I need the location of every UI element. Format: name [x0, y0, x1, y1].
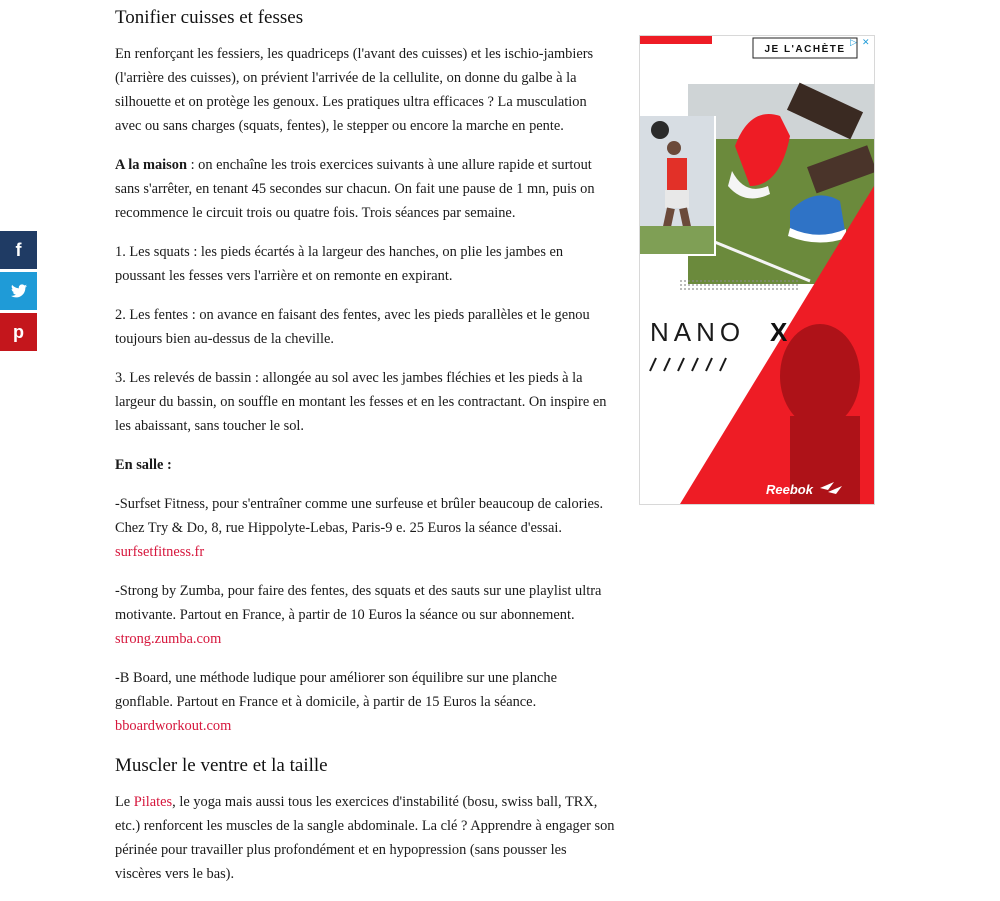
bboard-link[interactable]: bboardworkout.com [115, 718, 232, 734]
gym-bboard-paragraph [115, 666, 615, 738]
article-body [115, 5, 615, 901]
ad-product-x: X [770, 317, 788, 347]
exercise-lunges: 2. Les fentes : on avance en faisant des fentes, avec les pieds parallèles et le genou toujours bien au-dessus de la cheville. [115, 307, 590, 347]
ad-top-red-bar [640, 36, 712, 44]
zumba-link[interactable]: strong.zumba.com [115, 631, 222, 647]
section-heading-abs: Muscler le ventre et la taille [115, 755, 328, 776]
surfset-link[interactable]: surfsetfitness.fr [115, 544, 205, 560]
gym-label: En salle : [115, 457, 172, 473]
gym-zumba-text: -Strong by Zumba, pour faire des fentes, des squats et des sauts sur une playlist ultra motivante. Partout en France, à partir de 10 Euros la séance ou sur abonnement. [115, 583, 602, 623]
exercise-squats: 1. Les squats : les pieds écartés à la largeur des hanches, on plie les jambes en poussant les fesses vers l'arrière et on remonte en expirant. [115, 244, 564, 284]
pinterest-icon: p [13, 321, 24, 342]
ad-slash-marks [650, 358, 726, 371]
abs-text-after: , le yoga mais aussi tous les exercices d'instabilité (bosu, swiss ball, TRX, etc.) renforcent les muscles de la sangle abdominale. La clé ? Apprendre à engager son périnée pour travailler plus profondément et en hypopression (sans pousser les viscères vers le bas). [115, 794, 615, 882]
social-share-bar [0, 231, 37, 354]
section-heading-thighs: Tonifier cuisses et fesses [115, 7, 304, 28]
pinterest-share-button[interactable] [0, 313, 37, 351]
home-paragraph [115, 153, 615, 225]
gym-label-paragraph [115, 453, 615, 477]
pilates-link[interactable]: Pilates [133, 794, 173, 810]
ad-product-name: NANO [650, 317, 746, 347]
ad-dot-pattern [680, 278, 800, 292]
reebok-advertisement[interactable] [639, 35, 875, 505]
twitter-share-button[interactable] [0, 272, 37, 310]
home-text: : on enchaîne les trois exercices suivants à une allure rapide et surtout sans s'arrêter, en tenant 45 secondes sur chacun. On fait une pause de 1 mn, puis on recommence le circuit trois ou quatre fois. Trois séances par semaine. [115, 157, 595, 221]
ad-artwork [640, 36, 874, 504]
reebok-logo: Reebok [766, 482, 813, 497]
ad-close-icon: ✕ [862, 38, 870, 48]
home-label: A la maison [115, 157, 187, 173]
exercise-bridges: 3. Les relevés de bassin : allongée au sol avec les jambes fléchies et les pieds à la largeur du bassin, on souffle en montant les fesses et en les contractant. On inspire en les abaissant, sans toucher le sol. [115, 370, 607, 434]
facebook-icon: f [15, 239, 22, 260]
abs-text-before: Le [115, 794, 134, 810]
gym-surfset-text: -Surfset Fitness, pour s'entraîner comme une surfeuse et brûler beaucoup de calories. Chez Try & Do, 8, rue Hippolyte-Lebas, Paris-9 e. 25 Euros la séance d'essai. [115, 496, 604, 536]
twitter-icon [11, 284, 27, 298]
gym-surfset-paragraph [115, 492, 615, 564]
abs-paragraph [115, 790, 615, 886]
gym-bboard-text: -B Board, une méthode ludique pour améliorer son équilibre sur une planche gonflable. Partout en France et à domicile, à partir de 15 Euros la séance. [115, 670, 557, 710]
facebook-share-button[interactable] [0, 231, 37, 269]
intro-paragraph: En renforçant les fessiers, les quadriceps (l'avant des cuisses) et les ischio-jambiers (l'arrière des cuisses), on prévient l'arrivée de la cellulite, on donne du galbe à la silhouette et on protège les genoux. Les pratiques ultra efficaces ? La musculation avec ou sans charges (squats, fentes), le stepper ou encore la marche en pente. [115, 46, 594, 134]
adchoices-icon: ▷ [850, 38, 857, 48]
gym-zumba-paragraph [115, 579, 615, 651]
ad-cta-text: JE L'ACHÈTE [764, 44, 846, 55]
